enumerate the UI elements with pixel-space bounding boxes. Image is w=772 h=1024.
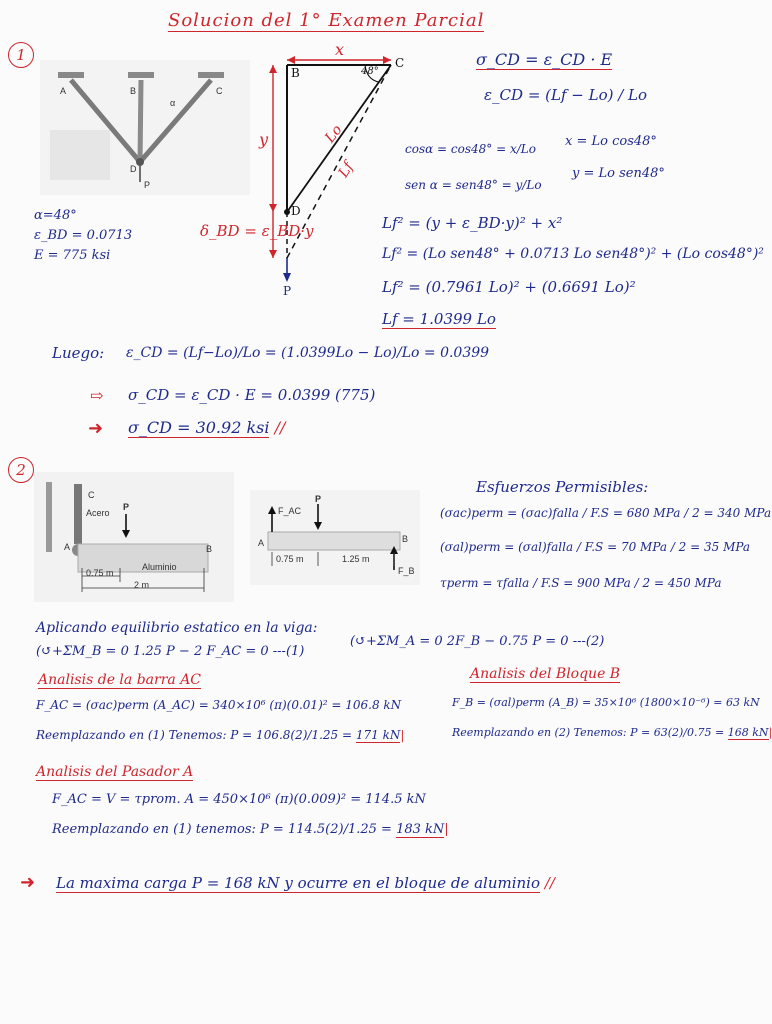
- equation-2: (↺+ΣM_A = 0 2F_B − 0.75 P = 0 ---(2): [350, 634, 605, 649]
- sigma-calc: σ_CD = ε_CD · E = 0.0399 (775): [128, 386, 376, 404]
- perm-acero: (σac)perm = (σac)falla / F.S = 680 MPa / 2 = 340 MPa: [440, 506, 772, 520]
- perm-tau: τperm = τfalla / F.S = 900 MPa / 2 = 450 MPa: [440, 576, 722, 590]
- label-p: P: [123, 502, 130, 512]
- formula-sen: sen α = sen48° = y/Lo: [405, 178, 542, 192]
- problem-2-fbd: [250, 490, 420, 585]
- bloque-line-1: F_B = (σal)perm (A_B) = 35×10⁶ (1800×10⁻⁶) = 63 kN: [452, 696, 760, 709]
- arrow-icon: ➜: [88, 418, 104, 439]
- bloque-title: Analisis del Bloque B: [470, 666, 621, 682]
- label-0-75m: 0.75 m: [86, 568, 114, 578]
- formula-lf3: Lf² = (0.7961 Lo)² + (0.6691 Lo)²: [382, 278, 636, 296]
- label-b: B: [206, 544, 213, 554]
- formula-x: x = Lo cos48°: [565, 134, 657, 149]
- problem-1-photo: [40, 60, 250, 195]
- label-a: A: [60, 86, 67, 96]
- arrow-icon: ➜: [20, 872, 36, 893]
- point-d: D: [291, 204, 301, 218]
- label-a: A: [258, 538, 265, 548]
- label-c: C: [216, 86, 223, 96]
- luego-label: Luego:: [52, 344, 105, 362]
- pasador-line-1: F_AC = V = τprom. A = 450×10⁶ (π)(0.009)² = 114.5 kN: [52, 792, 426, 807]
- dim-x: x: [335, 40, 345, 59]
- problem-2-number: 2: [8, 457, 34, 483]
- label-alpha: α: [170, 98, 176, 108]
- pasador-line-2: Reemplazando en (1) tenemos: P = 114.5(2)/1.25 = 183 kN|: [52, 822, 449, 837]
- formula-cos: cosα = cos48° = x/Lo: [405, 142, 536, 156]
- label-p: P: [315, 494, 322, 504]
- barra-title: Analisis de la barra AC: [38, 672, 202, 688]
- pasador-title: Analisis del Pasador A: [36, 764, 194, 780]
- barra-line-2: Reemplazando en (1) Tenemos: P = 106.8(2)/1.25 = 171 kN|: [36, 728, 405, 742]
- label-fb: F_B: [398, 566, 415, 576]
- label-acero: Acero: [86, 508, 110, 518]
- angle-48: 48°: [361, 66, 379, 77]
- label-1-25m: 1.25 m: [342, 554, 370, 564]
- formula-eps: ε_CD = (Lf − Lo) / Lo: [484, 86, 648, 104]
- conclusion: La maxima carga P = 168 kN y ocurre en el bloque de aluminio //: [56, 874, 555, 892]
- perm-aluminio: (σal)perm = (σal)falla / F.S = 70 MPa / 2 = 35 MPa: [440, 540, 751, 554]
- label-lf: Lf: [335, 159, 357, 181]
- point-b: B: [291, 66, 300, 80]
- dim-y: y: [259, 130, 269, 149]
- formula-lf1: Lf² = (y + ε_BD·y)² + x²: [382, 214, 563, 232]
- label-2m: 2 m: [134, 580, 150, 590]
- formula-lf4: Lf = 1.0399 Lo: [382, 310, 496, 328]
- label-lo: Lo: [322, 122, 346, 146]
- esfuerzos-title: Esfuerzos Permisibles:: [476, 478, 649, 496]
- equilibrio-title: Aplicando equilibrio estatico en la viga:: [36, 620, 318, 636]
- label-b: B: [130, 86, 137, 96]
- delta-bd-label: δ_BD = ε_BD·y: [200, 222, 314, 240]
- label-aluminio: Aluminio: [142, 562, 177, 572]
- result-sigma: σ_CD = 30.92 ksi //: [128, 418, 286, 437]
- label-b: B: [402, 534, 409, 544]
- formula-sigma: σ_CD = ε_CD · E: [476, 50, 613, 69]
- given-e: E = 775 ksi: [34, 248, 111, 263]
- page-title: Solucion del 1° Examen Parcial: [168, 10, 485, 31]
- label-a: A: [64, 542, 71, 552]
- problem-1-number: 1: [8, 42, 34, 68]
- point-p: P: [283, 284, 292, 298]
- bloque-line-2: Reemplazando en (2) Tenemos: P = 63(2)/0.75 = 168 kN|: [452, 726, 772, 739]
- label-c: C: [88, 490, 95, 500]
- luego-expr: ε_CD = (Lf−Lo)/Lo = (1.0399Lo − Lo)/Lo = 0.0399: [126, 345, 490, 361]
- problem-2-photo: [34, 472, 234, 602]
- label-fac: F_AC: [278, 506, 302, 516]
- arrow-icon: ⇨: [90, 386, 104, 405]
- point-c: C: [395, 56, 405, 70]
- label-d: D: [130, 164, 137, 174]
- formula-y: y = Lo sen48°: [572, 166, 665, 181]
- label-0-75m: 0.75 m: [276, 554, 304, 564]
- equation-1: (↺+ΣM_B = 0 1.25 P − 2 F_AC = 0 ---(1): [36, 644, 305, 659]
- label-p: P: [144, 180, 151, 190]
- given-alpha: α=48°: [34, 208, 77, 223]
- formula-lf2: Lf² = (Lo sen48° + 0.0713 Lo sen48°)² + (Lo cos48°)²: [382, 246, 764, 262]
- barra-line-1: F_AC = (σac)perm (A_AC) = 340×10⁶ (π)(0.01)² = 106.8 kN: [36, 698, 402, 712]
- given-eps-bd: ε_BD = 0.0713: [34, 228, 133, 243]
